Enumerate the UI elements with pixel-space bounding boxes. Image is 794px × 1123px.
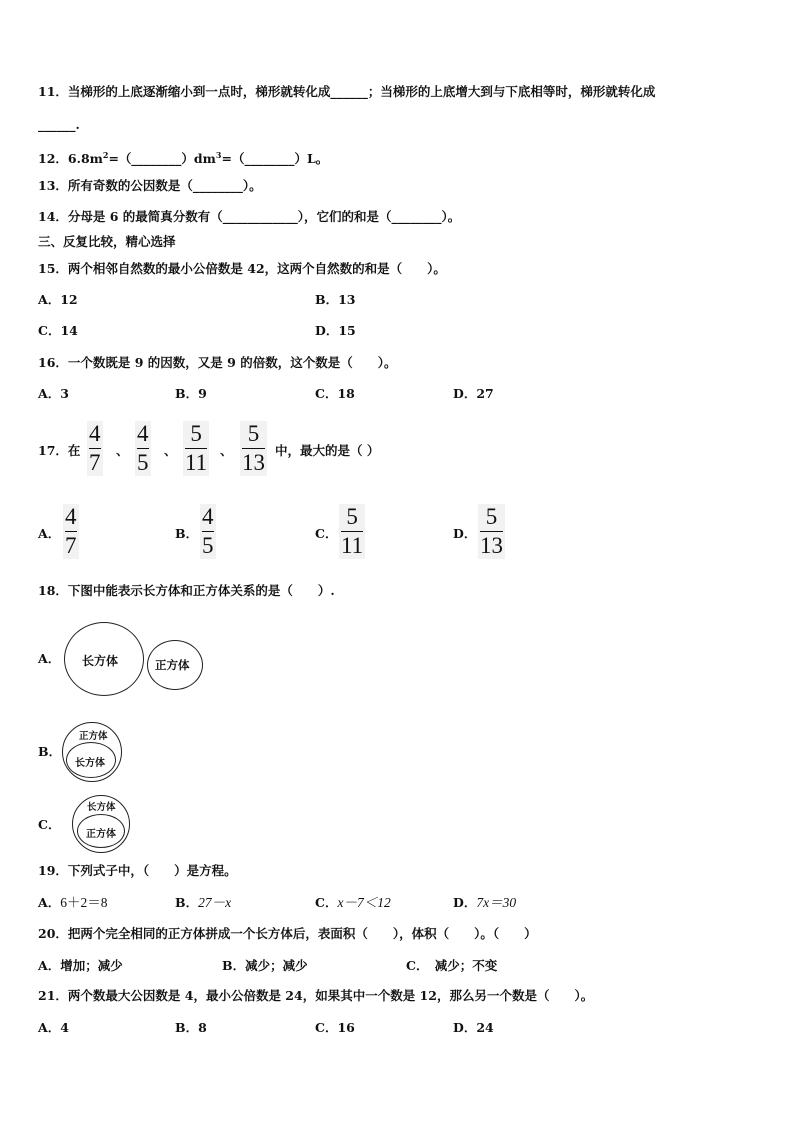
q19-option-a-letter: A． <box>38 895 61 910</box>
q12-pre: 12．6.8m <box>38 151 103 167</box>
q17-option-a-den: 7 <box>65 533 77 558</box>
q17-option-b-num: 4 <box>202 504 214 529</box>
q19-stem: 19．下列式子中，（ ）是方程。 <box>38 863 237 878</box>
q18-option-c-letter[interactable]: C． <box>38 817 61 832</box>
q17-stem-suffix: 中，最大的是（ ） <box>275 443 380 458</box>
q17-stem-fraction-3 <box>183 421 209 476</box>
q17-option-a-letter[interactable]: A． <box>38 526 61 541</box>
q21-option-c[interactable]: C．16 <box>315 1020 355 1035</box>
q17-option-d-fraction[interactable] <box>478 504 505 559</box>
q17-option-c-den: 11 <box>341 533 364 558</box>
q21-stem: 21．两个数最大公因数是 4，最小公倍数是 24，如果其中一个数是 12，那么另一个数是（ ）。 <box>38 988 594 1003</box>
q17-option-b-letter[interactable]: B． <box>175 526 199 541</box>
q19-option-b-letter: B． <box>175 895 199 910</box>
q19-option-c[interactable] <box>315 895 391 911</box>
q11-line2: ______. <box>38 117 80 132</box>
q17-stem-fraction-1 <box>87 421 103 476</box>
section-3-heading: 三、反复比较，精心选择 <box>38 234 176 249</box>
q17-option-d-letter[interactable]: D． <box>453 526 477 541</box>
q20-option-a[interactable]: A．增加；减少 <box>38 958 123 973</box>
q17-stem-fraction-4 <box>240 421 267 476</box>
q19-option-d[interactable] <box>453 895 516 911</box>
q18-stem: 18．下图中能表示长方体和正方体关系的是（ ）. <box>38 583 335 598</box>
q19-option-d-letter: D． <box>453 895 477 910</box>
q17-stem-fraction-3-num: 5 <box>190 421 202 446</box>
q15-option-c[interactable]: C．14 <box>38 323 78 338</box>
q19-option-a-expr: 6＋2＝8 <box>60 895 108 910</box>
q16-option-c[interactable]: C．18 <box>315 386 355 401</box>
q17-stem-fraction-4-den: 13 <box>242 450 265 475</box>
rect-outer-label: 长方体 <box>87 802 116 813</box>
q17-stem-prefix: 17．在 <box>38 443 81 458</box>
q19-option-b-expr: 27－x <box>198 895 232 910</box>
q19-option-b[interactable] <box>175 895 231 911</box>
q19-option-c-letter: C． <box>315 895 338 910</box>
q12-mid1: =（________）dm <box>108 151 216 167</box>
q15-option-d[interactable]: D．15 <box>315 323 356 338</box>
q14: 14．分母是 6 的最简真分数有（____________），它们的和是（________）。 <box>38 209 461 224</box>
q17-option-d-den: 13 <box>480 533 503 558</box>
q15-stem: 15．两个相邻自然数的最小公倍数是 42，这两个自然数的和是（ ）。 <box>38 261 446 276</box>
q17-option-a-num: 4 <box>65 504 77 529</box>
q19-option-a[interactable] <box>38 895 107 911</box>
q13: 13．所有奇数的公因数是（________）。 <box>38 178 262 193</box>
cube-inner-label: 正方体 <box>86 829 116 840</box>
cube-outer-label: 正方体 <box>79 731 108 742</box>
q17-stem-fraction-2-num: 4 <box>137 421 149 446</box>
q17-option-c-num: 5 <box>346 504 358 529</box>
q17-option-c-fraction[interactable] <box>339 504 365 559</box>
q20-stem: 20．把两个完全相同的正方体拼成一个长方体后，表面积（ ），体积（ ）。（ ） <box>38 926 537 941</box>
q17-stem-fraction-1-den: 7 <box>89 450 101 475</box>
rect-inner-label: 长方体 <box>75 758 105 769</box>
q15-option-b[interactable]: B．13 <box>315 292 356 307</box>
q16-stem: 16．一个数既是 9 的因数，又是 9 的倍数，这个数是（ ）。 <box>38 355 397 370</box>
q21-option-b[interactable]: B．8 <box>175 1020 207 1035</box>
q17-option-d-num: 5 <box>485 504 498 529</box>
q16-option-b[interactable]: B．9 <box>175 386 207 401</box>
q16-option-d[interactable]: D．27 <box>453 386 494 401</box>
q19-option-c-expr: x－7＜12 <box>337 895 391 910</box>
q16-option-a[interactable]: A．3 <box>38 386 69 401</box>
q17-stem-fraction-1-num: 4 <box>89 421 101 446</box>
q17-stem-fraction-3-den: 11 <box>185 450 208 475</box>
q17-sep-1: 、 <box>116 443 129 458</box>
q17-sep-2: 、 <box>164 443 177 458</box>
q17-option-b-fraction[interactable] <box>200 504 216 559</box>
q17-stem-fraction-2 <box>135 421 151 476</box>
q17-option-b-den: 5 <box>202 533 214 558</box>
q17-sep-3: 、 <box>220 443 233 458</box>
rect-solid-label: 长方体 <box>82 654 119 668</box>
q17-option-c-letter[interactable]: C． <box>315 526 338 541</box>
q21-option-a[interactable]: A．4 <box>38 1020 69 1035</box>
q20-option-b[interactable]: B．减少；减少 <box>222 958 308 973</box>
q17-stem-fraction-4-num: 5 <box>247 421 260 446</box>
cube-label: 正方体 <box>155 658 190 672</box>
q12-mid2: =（________）L。 <box>221 151 329 167</box>
q12-sup2: 3 <box>215 150 222 160</box>
q21-option-d[interactable]: D．24 <box>453 1020 494 1035</box>
q17-stem-fraction-2-den: 5 <box>137 450 149 475</box>
q11-line1: 11．当梯形的上底逐渐缩小到一点时，梯形就转化成______；当梯形的上底增大到与下底相等时，梯形就转化成 <box>38 84 656 99</box>
q12-sup1: 2 <box>102 150 109 160</box>
q12 <box>38 147 328 167</box>
q15-option-a[interactable]: A．12 <box>38 292 78 307</box>
q18-option-a-letter[interactable]: A． <box>38 651 61 666</box>
q19-option-d-expr: 7x＝30 <box>476 895 517 910</box>
q20-option-c[interactable]: C． 减少；不变 <box>406 958 498 973</box>
q18-option-b-letter[interactable]: B． <box>38 744 62 759</box>
q17-option-a-fraction[interactable] <box>63 504 79 559</box>
